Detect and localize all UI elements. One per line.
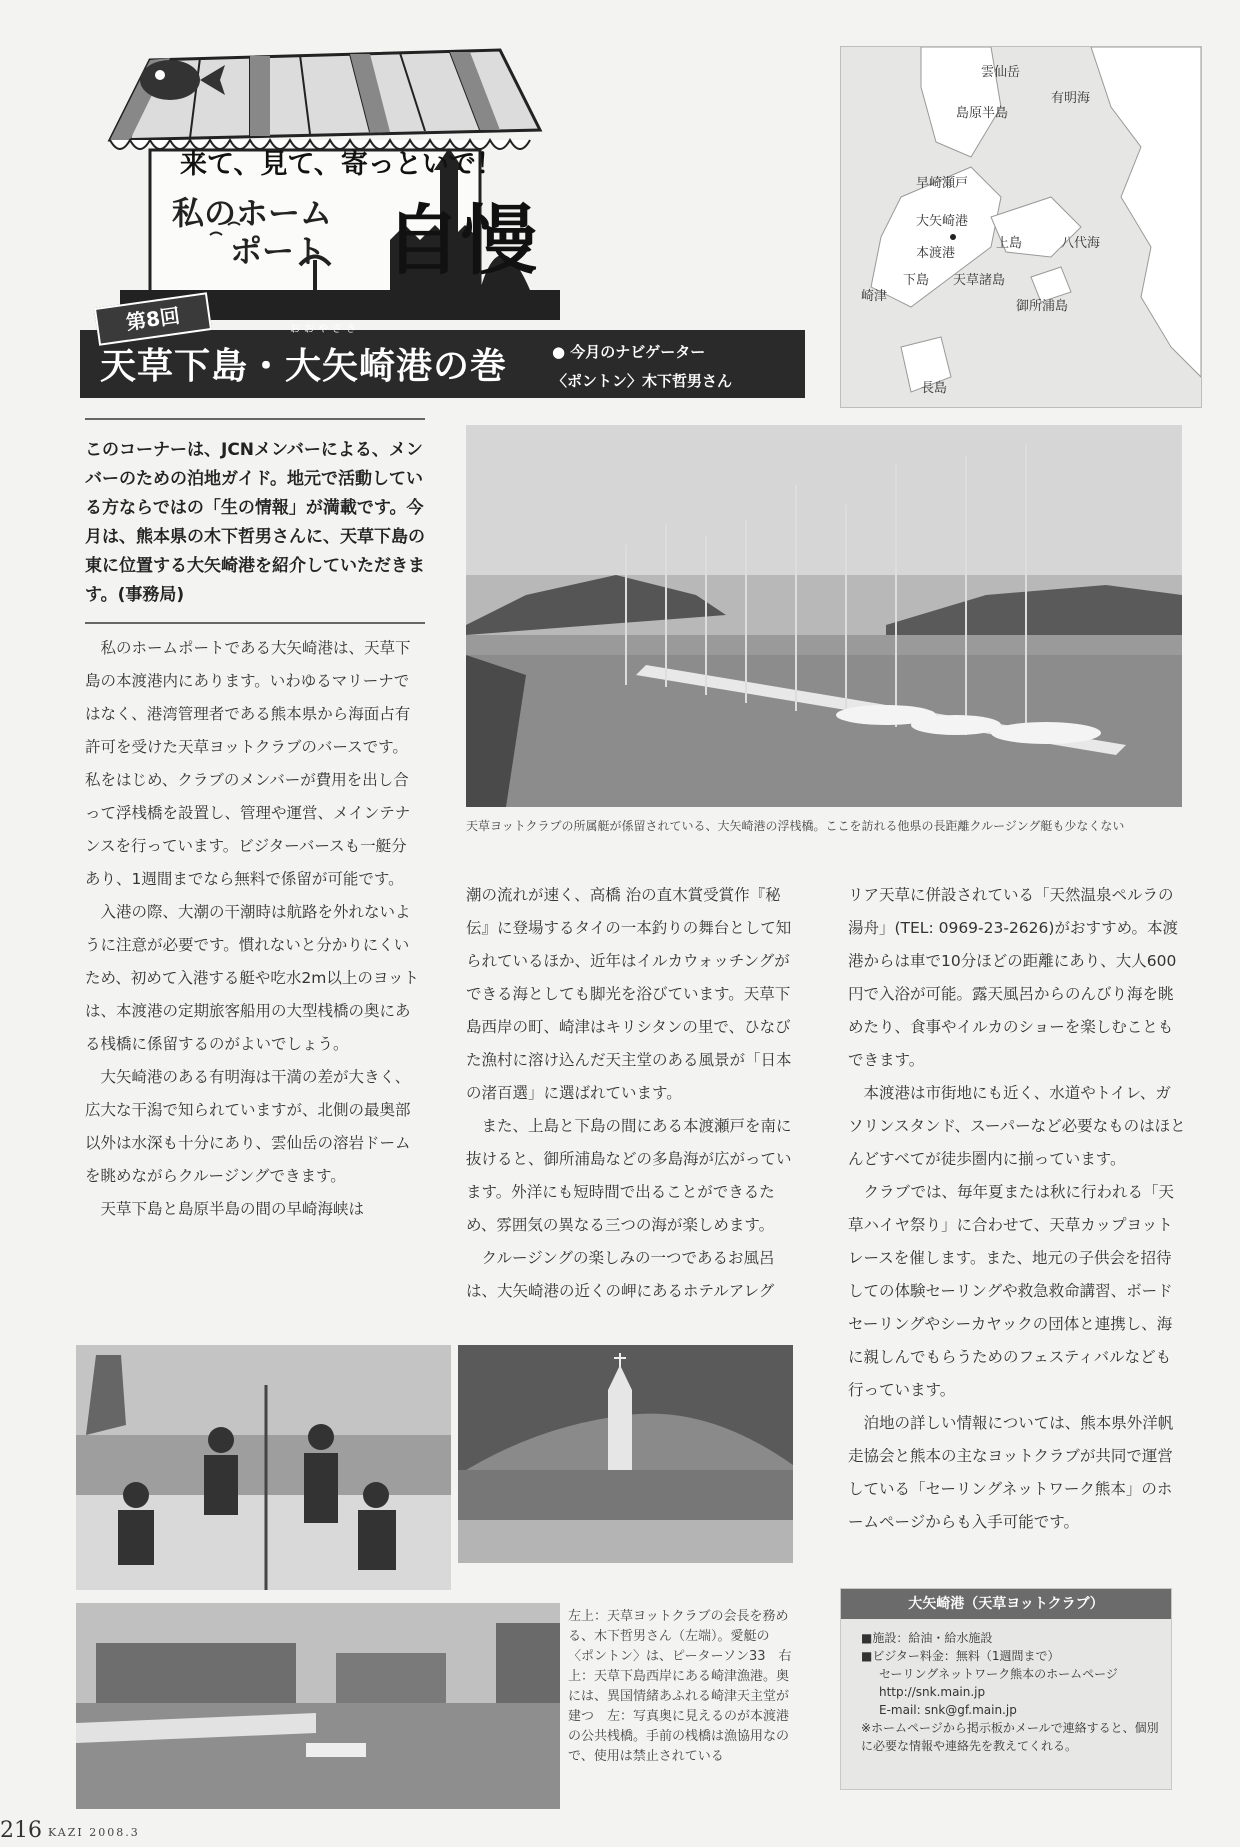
paragraph: 入港の際、大潮の干潮時は航路を外れないように注意が必要です。慣れないと分かりにくいため、初めて入港する艇や吃水2m以上のヨットは、本渡港の定期旅客船用の大型桟橋の奥にある桟橋に係留するのがよいでしょう。: [85, 903, 420, 1053]
map-label-hayasaki: 早崎瀬戸: [916, 176, 969, 191]
marina-photo: [466, 425, 1182, 807]
hondo-pier-photo: [76, 1603, 560, 1809]
body-column-3: [848, 879, 1186, 1539]
navigator-name: 〈ポントン〉木下哲男さん: [552, 372, 733, 390]
title-ruby: おおやざき: [290, 324, 360, 335]
info-box-title: 大矢崎港（天草ヨットクラブ）: [841, 1589, 1171, 1619]
paragraph: 潮の流れが速く、高橋 治の直木賞受賞作『秘伝』に登場するタイの一本釣りの舞台として知られているほか、近年はイルカウォッチングができる海としても脚光を浴びています。天草下島西岸の町、崎津はキリシタンの里で、ひなびた漁村に溶け込んだ天主堂のある風景が「日本の渚百選」に選ばれています。: [466, 886, 792, 1102]
map-label-oyazaki: 大矢崎港: [916, 214, 969, 229]
map-landmass: [841, 47, 1201, 407]
harbor-info-box: [840, 1588, 1172, 1790]
paragraph: 私のホームポートである大矢崎港は、天草下島の本渡港内にあります。いわゆるマリーナではなく、港湾管理者である熊本県から海面占有許可を受けた天草ヨットクラブのバースです。私をはじめ、クラブのメンバーが費用を出し合って浮桟橋を設置し、管理や運営、メインテナンスを行っています。ビジターバースも一艇分あり、1週間までなら無料で係留が可能です。: [85, 639, 411, 888]
paragraph: また、上島と下島の間にある本渡瀬戸を南に抜けると、御所浦島などの多島海が広がっています。外洋にも短時間で出ることができるため、雰囲気の異なる三つの海が楽しめます。: [466, 1117, 792, 1234]
map-label-unzen: 雲仙岳: [981, 65, 1021, 80]
slogan-emphasis: 自慢: [385, 196, 537, 285]
info-contact-label: セーリングネットワーク熊本のホームページ: [879, 1667, 1118, 1681]
info-visitor-fee: ■ビジター料金：無料（1週間まで）: [861, 1649, 1060, 1663]
photo-captions: 左上：天草ヨットクラブの会長を務める、木下哲男さん（左端）。愛艇の〈ポントン〉は、ピーターソン33 右上：天草下島西岸にある崎津漁港。奥には、異国情緒あふれる崎津天主堂が建つ 左：写真奥に見えるのが本渡港の公共桟橋。手前の桟橋は漁協用なので、使用は禁止されている: [568, 1609, 792, 1764]
sakitsu-church-photo: [458, 1345, 793, 1563]
map-label-kamishima: 上島: [996, 236, 1023, 251]
paragraph: 本渡港は市街地にも近く、水道やトイレ、ガソリンスタンド、スーパーなど必要なものはほとんどすべてが徒歩圏内に揃っています。: [848, 1084, 1186, 1168]
body-column-1: [85, 632, 420, 1226]
info-note: ※ホームページから掲示板かメールで連絡すると、個別に必要な情報や連絡先を教えてくれる。: [861, 1721, 1159, 1753]
slogan-line-1: 私のホーム: [172, 194, 333, 232]
paragraph: 大矢崎港のある有明海は干満の差が大きく、広大な干潟で知られていますが、北側の最奥部以外は水深も十分にあり、雲仙岳の溶岩ドームを眺めながらクルージングできます。: [85, 1068, 411, 1185]
slogan-line-2: ポート: [230, 232, 327, 270]
map-label-ariake: 有明海: [1051, 91, 1091, 106]
paragraph: 天草下島と島原半島の間の早崎海峡は: [100, 1200, 365, 1218]
article-title: 天草下島・大矢崎港の巻: [100, 346, 508, 387]
paragraph: 泊地の詳しい情報については、熊本県外洋帆走協会と熊本の主なヨットクラブが共同で運営している「セーリングネットワーク熊本」のホームページからも入手可能です。: [848, 1414, 1174, 1531]
page-number: 216: [0, 1818, 42, 1843]
crew-photo: [76, 1345, 451, 1590]
info-facilities: ■施設：給油・給水施設: [861, 1631, 993, 1645]
map-label-shimoshima: 下島: [903, 273, 930, 288]
series-number-badge: 第8回: [94, 292, 212, 345]
info-url-link[interactable]: http://snk.main.jp: [879, 1685, 986, 1699]
map-label-hondo: 本渡港: [916, 246, 956, 261]
paragraph: クルージングの楽しみの一つであるお風呂は、大矢崎港の近くの岬にあるホテルアレグ: [466, 1249, 775, 1300]
navigator-label: ● 今月のナビゲーター: [552, 343, 706, 361]
header-tagline: 来て、見て、寄っといで！: [180, 149, 503, 180]
map-label-amakusa-islands: 天草諸島: [953, 273, 1006, 288]
info-email-link[interactable]: E-mail: snk@gf.main.jp: [879, 1703, 1017, 1717]
map-label-goshoura: 御所浦島: [1016, 299, 1069, 314]
paragraph: クラブでは、毎年夏または秋に行われる「天草ハイヤ祭り」に合わせて、天草カップヨットレースを催します。また、地元の子供会を招待しての体験セーリングや救急救命講習、ボードセーリングやシーカヤックの団体と連携し、海に親しんでもらうためのフェスティバルなども行っています。: [848, 1183, 1174, 1399]
intro-lead: このコーナーは、JCNメンバーによる、メンバーのための泊地ガイド。地元で活動している方ならではの「生の情報」が満載です。今月は、熊本県の木下哲男さんに、天草下島の東に位置する大矢崎港を紹介していただきます。(事務局): [85, 418, 425, 624]
body-column-2: [466, 879, 802, 1308]
location-map: [840, 46, 1202, 408]
map-label-nagashima: 長島: [921, 381, 948, 396]
magazine-issue: KAZI 2008.3: [48, 1826, 140, 1839]
map-label-yatsushiro: 八代海: [1061, 236, 1101, 251]
marina-photo-caption: 天草ヨットクラブの所属艇が係留されている、大矢崎港の浮桟橋。ここを訪れる他県の長距離クルージング艇も少なくない: [466, 819, 1125, 833]
map-label-shimabara: 島原半島: [956, 106, 1009, 121]
map-label-sakitsu: 崎津: [861, 289, 888, 304]
paragraph: リア天草に併設されている「天然温泉ペルラの湯舟」(TEL: 0969-23-2626)がおすすめ。本渡港からは車で10分ほどの距離にあり、大人600円で入浴が可能。露天風呂からのんびり海を眺めたり、食事やイルカのショーを楽しむこともできます。: [848, 886, 1178, 1069]
